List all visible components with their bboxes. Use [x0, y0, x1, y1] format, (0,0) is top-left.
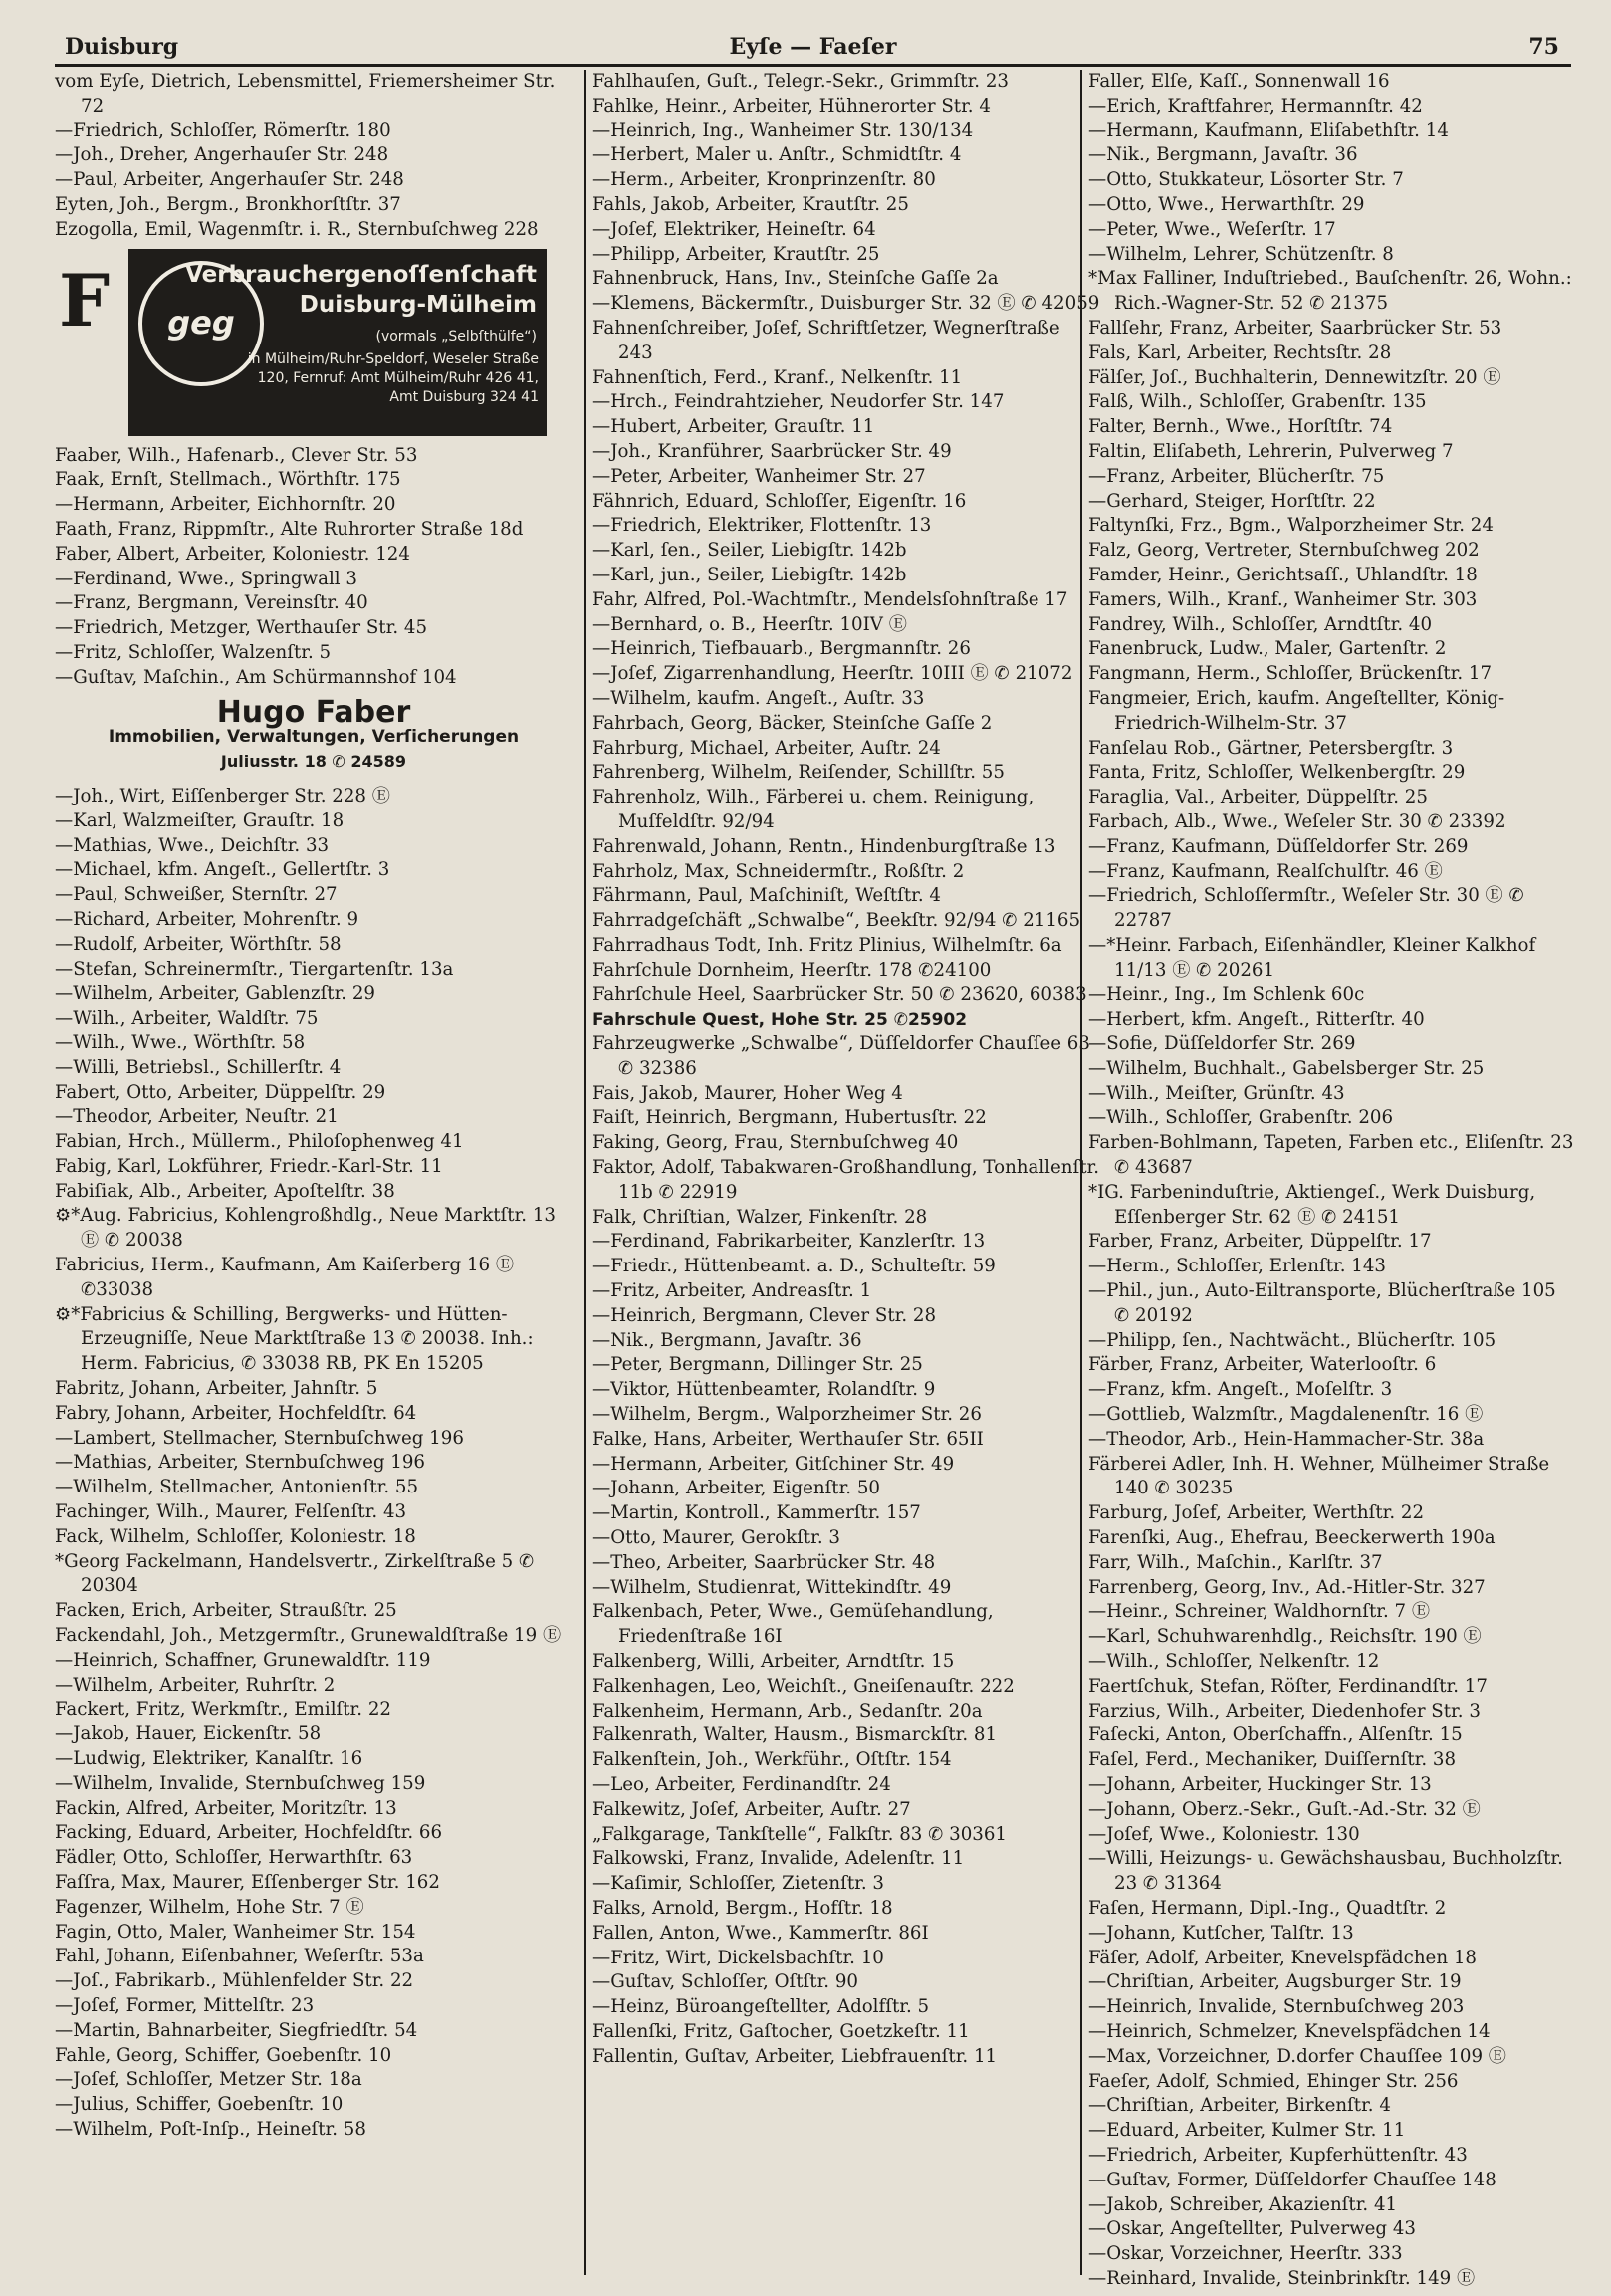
directory-entry: —Chriſtian, Arbeiter, Birkenſtr. 4	[1088, 2095, 1391, 2117]
directory-entry: Fandrey, Wilh., Schloſſer, Arndtſtr. 40	[1088, 613, 1433, 635]
directory-entry: Fanenbruck, Ludw., Maler, Gartenſtr. 2	[1088, 638, 1447, 660]
directory-entry: —Friedrich, Schloſſer, Römerſtr. 180	[55, 119, 391, 141]
directory-entry: —Franz, Kaufmann, Realſchulſtr. 46 Ⓔ	[1088, 860, 1443, 882]
directory-entry: Fahrenberg, Wilhelm, Reiſender, Schillſtr. 55	[592, 762, 1005, 784]
directory-entry: —Joh., Dreher, Angerhauſer Str. 248	[55, 144, 389, 166]
directory-entry: Fahrzeugwerke „Schwalbe“, Düſſeldorfer Chauſſee 63 ✆ 32386	[592, 1033, 1090, 1079]
directory-entry: —Karl, Walzmeiſter, Grauſtr. 18	[55, 809, 345, 831]
directory-entry: —Guſtav, Schloſſer, Oſtſtr. 90	[592, 1971, 858, 1993]
directory-entry: —Friedrich, Elektriker, Flottenſtr. 13	[592, 515, 932, 537]
directory-entry: —Heinrich, Invalide, Sternbuſchweg 203	[1088, 1996, 1465, 2018]
ad-formerly: (vormals „Selbſthülfe“)	[375, 328, 537, 344]
directory-entry: Fallenſki, Fritz, Gaſtocher, Goetzkeſtr. 11	[592, 2020, 970, 2042]
directory-entry: Fahr, Alfred, Pol.-Wachtmſtr., Mendelsſohnſtraße 17	[592, 588, 1068, 610]
directory-entry: Fäſer, Adolf, Arbeiter, Knevelspfädchen 18	[1088, 1947, 1477, 1968]
directory-entry: —Joſef, Wwe., Koloniestr. 130	[1088, 1823, 1360, 1845]
directory-entry: —Fritz, Schloſſer, Walzenſtr. 5	[55, 641, 332, 663]
ad-title: Verbrauchergenoſſenſchaft	[185, 261, 537, 288]
directory-entry: —Richard, Arbeiter, Mohrenſtr. 9	[55, 908, 359, 930]
directory-entry: —Wilh., Arbeiter, Waldſtr. 75	[55, 1008, 319, 1030]
directory-entry: —Heinrich, Schaffner, Grunewaldſtr. 119	[55, 1649, 431, 1671]
directory-entry: —Leo, Arbeiter, Ferdinandſtr. 24	[592, 1773, 891, 1795]
header-city: Duisburg	[65, 34, 179, 60]
directory-entry: Falkewitz, Joſef, Arbeiter, Auſtr. 27	[592, 1798, 911, 1820]
directory-entry: —Karl, ſen., Seiler, Liebigſtr. 142b	[592, 540, 907, 562]
directory-entry: —Hermann, Arbeiter, Eichhornſtr. 20	[55, 494, 396, 516]
directory-entry: —Rudolf, Arbeiter, Wörthſtr. 58	[55, 933, 342, 955]
directory-entry: Falß, Wilh., Schloſſer, Grabenſtr. 135	[1088, 391, 1427, 413]
directory-entry: —Ferdinand, Fabrikarbeiter, Kanzlerſtr. 13	[592, 1231, 986, 1253]
directory-entry: *Max Falliner, Induſtriebed., Bauſchenſtr. 26, Wohn.: Rich.-Wagner-Str. 52 ✆ 21375	[1088, 268, 1572, 315]
column-1-top-entries	[55, 70, 573, 243]
directory-entry: Falkenberg, Willi, Arbeiter, Arndtſtr. 15	[592, 1651, 955, 1672]
directory-entry: —Heinrich, Tiefbauarb., Bergmannſtr. 26	[592, 638, 971, 660]
directory-entry: Farben-Bohlmann, Tapeten, Farben etc., Eliſenſtr. 23 ✆ 43687	[1088, 1132, 1574, 1179]
directory-entry: —Wilhelm, kaufm. Angeſt., Auſtr. 33	[592, 687, 925, 709]
directory-entry: —Karl, jun., Seiler, Liebigſtr. 142b	[592, 564, 907, 585]
directory-entry: Fahrbach, Georg, Bäcker, Steinſche Gaſſe 2	[592, 712, 993, 734]
directory-entry: —Hermann, Arbeiter, Gitſchiner Str. 49	[592, 1453, 955, 1475]
section-letter: F	[59, 257, 111, 343]
directory-entry: —Gottlieb, Walzmſtr., Magdalenenſtr. 16 Ⓔ	[1088, 1404, 1484, 1426]
directory-entry: —Joh., Wirt, Eiſſenberger Str. 228 Ⓔ	[55, 785, 390, 806]
directory-entry: —Erich, Kraftfahrer, Hermannſtr. 42	[1088, 95, 1423, 116]
directory-entry: —Herbert, Maler u. Anſtr., Schmidtſtr. 4	[592, 144, 962, 166]
column-1	[55, 70, 573, 2275]
directory-entry: Fachinger, Wilh., Maurer, Felſenſtr. 43	[55, 1501, 407, 1523]
directory-entry: Farenſki, Aug., Ehefrau, Beeckerwerth 190a	[1088, 1527, 1496, 1549]
directory-entry: —Wilhelm, Poſt-Inſp., Heineſtr. 58	[55, 2118, 366, 2140]
directory-entry: Fangmeier, Erich, kaufm. Angeſtellter, König-Friedrich-Wilhelm-Str. 37	[1088, 687, 1505, 734]
directory-entry: —Joſef, Former, Mittelſtr. 23	[55, 1994, 315, 2016]
directory-entry: Fagin, Otto, Maler, Wanheimer Str. 154	[55, 1921, 416, 1943]
column-2-entries	[592, 70, 1100, 2070]
directory-entry: Faiſt, Heinrich, Bergmann, Hubertusſtr. 22	[592, 1107, 987, 1129]
directory-entry: —Wilhelm, Buchhalt., Gabelsberger Str. 25	[1088, 1057, 1485, 1079]
directory-entry: Farzius, Wilh., Arbeiter, Diedenhofer Str. 3	[1088, 1700, 1481, 1722]
directory-entry: —Friedrich, Schloſſermſtr., Weſeler Str. 30 Ⓔ ✆ 22787	[1088, 885, 1524, 932]
directory-entry: —Theo, Arbeiter, Saarbrücker Str. 48	[592, 1551, 936, 1573]
directory-entry: —Nik., Bergmann, Javaſtr. 36	[592, 1329, 862, 1351]
column-1-mid-entries	[55, 444, 573, 691]
directory-entry: —Heinrich, Ing., Wanheimer Str. 130/134	[592, 119, 974, 141]
directory-entry: Fanſelau Rob., Gärtner, Petersbergſtr. 3	[1088, 737, 1454, 759]
directory-entry: —Heinrich, Bergmann, Clever Str. 28	[592, 1304, 937, 1326]
directory-entry: Fabig, Karl, Lokführer, Friedr.-Karl-Str. 11	[55, 1155, 443, 1177]
directory-entry: —Joſef, Schloſſer, Metzer Str. 18a	[55, 2069, 362, 2091]
faber-ad-services: Immobilien, Verwaltungen, Verſicherungen	[108, 727, 520, 748]
directory-entry: Fahrſchule Heel, Saarbrücker Str. 50 ✆ 23620, 60383	[592, 984, 1087, 1006]
directory-entry: —Peter, Bergmann, Dillinger Str. 25	[592, 1354, 923, 1376]
directory-entry: Fack, Wilhelm, Schloſſer, Koloniestr. 18	[55, 1525, 416, 1547]
directory-entry: —Fritz, Arbeiter, Andreasſtr. 1	[592, 1280, 872, 1302]
directory-entry: Faſel, Ferd., Mechaniker, Duiſſernſtr. 38	[1088, 1749, 1457, 1771]
directory-entry: —Peter, Wwe., Weſerſtr. 17	[1088, 218, 1336, 240]
directory-entry: —Paul, Schweißer, Sternſtr. 27	[55, 884, 338, 906]
directory-entry: —Herbert, kfm. Angeſt., Ritterſtr. 40	[1088, 1009, 1425, 1031]
directory-entry: Fahrradhaus Todt, Inh. Fritz Plinius, Wilhelmſtr. 6a	[592, 934, 1062, 956]
directory-entry: —Peter, Arbeiter, Wanheimer Str. 27	[592, 465, 926, 487]
directory-entry: —Otto, Maurer, Gerokſtr. 3	[592, 1527, 840, 1549]
column-2	[584, 70, 1100, 2275]
directory-entry: —Eduard, Arbeiter, Kulmer Str. 11	[1088, 2120, 1406, 2142]
directory-entry: —Karl, Schuhwarenhdlg., Reichsſtr. 190 Ⓔ	[1088, 1626, 1482, 1648]
column-1-bottom-entries	[55, 785, 573, 2143]
directory-entry: Faaber, Wilh., Hafenarb., Clever Str. 53	[55, 444, 418, 466]
faber-ad-name: Hugo Faber	[216, 694, 411, 730]
directory-entry: —Oskar, Vorzeichner, Heerſtr. 333	[1088, 2243, 1403, 2265]
directory-entry: Fahnenſtich, Ferd., Kranf., Nelkenſtr. 11	[592, 366, 963, 388]
directory-entry: Fackin, Alfred, Arbeiter, Moritzſtr. 13	[55, 1797, 397, 1819]
directory-entry: Fahrholz, Max, Schneidermſtr., Roßſtr. 2	[592, 860, 965, 882]
directory-entry: Fagenzer, Wilhelm, Hohe Str. 7 Ⓔ	[55, 1896, 364, 1918]
directory-entry: Eyten, Joh., Bergm., Bronkhorſtſtr. 37	[55, 193, 401, 215]
directory-entry: Fahrschule Quest, Hohe Str. 25 ✆25902	[592, 1010, 968, 1031]
directory-entry: Fais, Jakob, Maurer, Hoher Weg 4	[592, 1082, 903, 1104]
directory-entry: —Ludwig, Elektriker, Kanalſtr. 16	[55, 1748, 363, 1770]
directory-entry: —Wilhelm, Arbeiter, Ruhrſtr. 2	[55, 1674, 336, 1696]
directory-entry: Faltynſki, Frz., Bgm., Walporzheimer Str. 24	[1088, 515, 1494, 537]
directory-entry: Falz, Georg, Vertreter, Sternbuſchweg 202	[1088, 540, 1480, 562]
directory-entry: vom Eyſe, Dietrich, Lebensmittel, Friemersheimer Str. 72	[55, 71, 556, 116]
directory-entry: —Fritz, Wirt, Dickelsbachſtr. 10	[592, 1947, 884, 1968]
directory-entry: Fälſer, Joſ., Buchhalterin, Dennewitzſtr. 20 Ⓔ	[1088, 366, 1501, 388]
directory-entry: Farber, Franz, Arbeiter, Düppelſtr. 17	[1088, 1231, 1432, 1253]
directory-entry: Fabian, Hrch., Müllerm., Philoſophenweg 41	[55, 1131, 464, 1153]
directory-entry: Fabert, Otto, Arbeiter, Düppelſtr. 29	[55, 1081, 386, 1103]
directory-entry: Facken, Erich, Arbeiter, Straußſtr. 25	[55, 1600, 397, 1622]
directory-entry: Ezogolla, Emil, Wagenmſtr. i. R., Sternbuſchweg 228	[55, 218, 539, 240]
directory-entry: —Jakob, Hauer, Eickenſtr. 58	[55, 1723, 322, 1745]
directory-entry: —Wilhelm, Stellmacher, Antonienſtr. 55	[55, 1477, 419, 1498]
faber-ad	[55, 694, 573, 775]
directory-entry: Fahlhauſen, Guſt., Telegr.-Sekr., Grimmſtr. 23	[592, 71, 1010, 92]
directory-entry: Fackert, Fritz, Werkmſtr., Emilſtr. 22	[55, 1699, 391, 1721]
directory-entry: —Johann, Oberz.-Sekr., Guſt.-Ad.-Str. 32 Ⓔ	[1088, 1798, 1481, 1820]
directory-entry: Falkenſtein, Joh., Werkführ., Oſtſtr. 154	[592, 1749, 952, 1771]
directory-entry: Fabricius, Herm., Kaufmann, Am Kaiſerberg 16 Ⓔ ✆33038	[55, 1255, 515, 1300]
directory-entry: —Otto, Wwe., Herwarthſtr. 29	[1088, 193, 1365, 215]
directory-entry: —Wilhelm, Lehrer, Schützenſtr. 8	[1088, 243, 1394, 265]
directory-entry: —Johann, Arbeiter, Huckinger Str. 13	[1088, 1773, 1432, 1795]
directory-entry: —Otto, Stukkateur, Lösorter Str. 7	[1088, 169, 1404, 191]
directory-entry: —Wilh., Meiſter, Grünſtr. 43	[1088, 1082, 1345, 1104]
directory-entry: —*Heinr. Farbach, Eiſenhändler, Kleiner Kalkhof 11/13 Ⓔ ✆ 20261	[1088, 934, 1536, 981]
directory-entry: —Heinrich, Schmelzer, Knevelspfädchen 14	[1088, 2020, 1491, 2042]
ad-address: in Mülheim/Ruhr-Speldorf, Weseler Straße 120, Fernruf: Amt Mülheim/Ruhr 426 41, Amt Duisburg 324 41	[247, 350, 539, 405]
directory-entry: Fahle, Georg, Schiffer, Goebenſtr. 10	[55, 2044, 392, 2066]
column-3	[1080, 70, 1576, 2289]
directory-entry: —Martin, Bahnarbeiter, Siegfriedſtr. 54	[55, 2019, 418, 2041]
directory-entry: —Bernhard, o. B., Heerſtr. 10IV Ⓔ	[592, 613, 907, 635]
directory-entry: —Mathias, Arbeiter, Sternbuſchweg 196	[55, 1452, 426, 1474]
directory-entry: Fahl, Johann, Eiſenbahner, Weſerſtr. 53a	[55, 1946, 424, 1967]
directory-entry: Faertſchuk, Stefan, Röſter, Ferdinandſtr. 17	[1088, 1675, 1488, 1697]
directory-entry: —Joh., Kranführer, Saarbrücker Str. 49	[592, 440, 952, 462]
directory-entry: Faſſra, Max, Maurer, Eſſenberger Str. 162	[55, 1872, 440, 1893]
directory-entry: —Nik., Bergmann, Javaſtr. 36	[1088, 144, 1358, 166]
directory-entry: Fabritz, Johann, Arbeiter, Jahnſtr. 5	[55, 1378, 378, 1400]
directory-entry: —Jakob, Schreiber, Akazienſtr. 41	[1088, 2193, 1398, 2215]
directory-entry: Falkenbach, Peter, Wwe., Gemüſehandlung, Friedenſtraße 16I	[592, 1601, 994, 1648]
directory-entry: Fahnenſchreiber, Joſef, Schriftſetzer, Wegnerſtraße 243	[592, 317, 1060, 363]
directory-entry: —Martin, Kontroll., Kammerſtr. 157	[592, 1502, 921, 1524]
directory-entry: Farbach, Alb., Wwe., Weſeler Str. 30 ✆ 23392	[1088, 810, 1506, 832]
directory-entry: Famers, Wilh., Kranf., Wanheimer Str. 303	[1088, 588, 1478, 610]
directory-entry: Falke, Hans, Arbeiter, Werthauſer Str. 65II	[592, 1428, 984, 1450]
directory-entry: *IG. Farbeninduſtrie, Aktiengeſ., Werk Duisburg, Eſſenberger Str. 62 Ⓔ ✆ 24151	[1088, 1181, 1536, 1228]
directory-entry: Fangmann, Herm., Schloſſer, Brückenſtr. 17	[1088, 663, 1493, 685]
column-3-entries	[1088, 70, 1576, 2292]
directory-entry: Falks, Arnold, Bergm., Hofſtr. 18	[592, 1897, 893, 1919]
directory-entry: Fähnrich, Eduard, Schloſſer, Eigenſtr. 16	[592, 490, 967, 512]
directory-entry: —Michael, kfm. Angeſt., Gellertſtr. 3	[55, 859, 390, 881]
directory-entry: —Stefan, Schreinermſtr., Tiergartenſtr. 13a	[55, 958, 454, 980]
directory-entry: Faltin, Eliſabeth, Lehrerin, Pulverweg 7	[1088, 440, 1454, 462]
directory-entry: Fahrburg, Michael, Arbeiter, Auſtr. 24	[592, 737, 941, 759]
directory-entry: —Joſef, Elektriker, Heineſtr. 64	[592, 218, 876, 240]
directory-entry: —Willi, Heizungs- u. Gewächshausbau, Buchholzſtr. 23 ✆ 31364	[1088, 1848, 1563, 1895]
directory-entry: —Herm., Schloſſer, Erlenſtr. 143	[1088, 1256, 1386, 1277]
directory-entry: —Joſ., Fabrikarb., Mühlenfelder Str. 22	[55, 1970, 414, 1992]
directory-entry: Faraglia, Val., Arbeiter, Düppelſtr. 25	[1088, 787, 1428, 808]
directory-entry: —Wilhelm, Arbeiter, Gablenzſtr. 29	[55, 983, 376, 1005]
directory-entry: Faller, Elſe, Kaſſ., Sonnenwall 16	[1088, 71, 1390, 92]
directory-entry: —Sofie, Düſſeldorfer Str. 269	[1088, 1033, 1356, 1055]
directory-entry: —Willi, Betriebsl., Schillerſtr. 4	[55, 1056, 342, 1078]
directory-entry: Fahrſchule Dornheim, Heerſtr. 178 ✆24100	[592, 959, 992, 981]
directory-entry: *Georg Fackelmann, Handelsvertr., Zirkelſtraße 5 ✆ 20304	[55, 1550, 535, 1597]
directory-entry: —Guſtav, Former, Düſſeldorfer Chauſſee 148	[1088, 2169, 1496, 2190]
ad-subtitle: Duisburg-Mülheim	[299, 291, 537, 318]
directory-entry: Faſecki, Anton, Oberſchaffn., Alſenſtr. 15	[1088, 1724, 1463, 1746]
directory-entry: —Wilh., Schloſſer, Grabenſtr. 206	[1088, 1107, 1394, 1129]
directory-entry: —Hrch., Feindrahtzieher, Neudorfer Str. 147	[592, 391, 1005, 413]
directory-entry: Farburg, Joſef, Arbeiter, Werthſtr. 22	[1088, 1502, 1425, 1524]
directory-entry: —Herm., Arbeiter, Kronprinzenſtr. 80	[592, 169, 936, 191]
directory-entry: —Philipp, ſen., Nachtwächt., Blücherſtr. 105	[1088, 1329, 1496, 1351]
directory-entry: —Chriſtian, Arbeiter, Augsburger Str. 19	[1088, 1971, 1462, 1993]
directory-entry: —Hermann, Kaufmann, Eliſabethſtr. 14	[1088, 119, 1449, 141]
directory-entry: Faak, Ernſt, Stellmach., Wörthſtr. 175	[55, 469, 401, 491]
directory-entry: Fallen, Anton, Wwe., Kammerſtr. 86I	[592, 1922, 929, 1944]
directory-entry: „Falkgarage, Tankſtelle“, Falkſtr. 83 ✆ 30361	[592, 1823, 1007, 1845]
directory-entry: —Wilhelm, Bergm., Walporzheimer Str. 26	[592, 1404, 982, 1426]
directory-entry: —Friedrich, Metzger, Werthauſer Str. 45	[55, 617, 428, 639]
directory-entry: —Franz, Arbeiter, Blücherſtr. 75	[1088, 465, 1385, 487]
directory-entry: —Reinhard, Invalide, Steinbrinkſtr. 149 Ⓔ	[1088, 2267, 1476, 2289]
directory-entry: Fallentin, Guſtav, Arbeiter, Liebfrauenſtr. 11	[592, 2045, 998, 2067]
directory-entry: Fahlke, Heinr., Arbeiter, Hühnerorter Str. 4	[592, 95, 991, 116]
directory-entry: —Johann, Arbeiter, Eigenſtr. 50	[592, 1478, 881, 1499]
directory-entry: —Wilh., Wwe., Wörthſtr. 58	[55, 1032, 306, 1053]
directory-entry: Fahls, Jakob, Arbeiter, Krautſtr. 25	[592, 193, 909, 215]
page-header	[55, 28, 1571, 67]
directory-entry: Facking, Eduard, Arbeiter, Hochfeldſtr. 66	[55, 1822, 443, 1844]
directory-entry: —Guſtav, Maſchin., Am Schürmannshof 104	[55, 666, 457, 688]
directory-entry: Färber, Franz, Arbeiter, Waterlooſtr. 6	[1088, 1354, 1437, 1376]
directory-entry: Faeſer, Adolf, Schmied, Ehinger Str. 256	[1088, 2070, 1459, 2092]
directory-entry: —Paul, Arbeiter, Angerhauſer Str. 248	[55, 169, 404, 191]
directory-entry: Fahrradgeſchäft „Schwalbe“, Beekſtr. 92/94 ✆ 21165	[592, 910, 1081, 932]
directory-entry: —Philipp, Arbeiter, Krautſtr. 25	[592, 243, 880, 265]
directory-entry: Fals, Karl, Arbeiter, Rechtsſtr. 28	[1088, 342, 1392, 363]
directory-entry: —Heinz, Büroangeſtellter, Adolfſtr. 5	[592, 1996, 930, 2018]
directory-entry: —Wilhelm, Studienrat, Wittekindſtr. 49	[592, 1576, 952, 1598]
directory-entry: Faktor, Adolf, Tabakwaren-Großhandlung, Tonhallenſtr. 11b ✆ 22919	[592, 1157, 1099, 1203]
directory-entry: ⚙*Fabricius & Schilling, Bergwerks- und Hütten-Erzeugniſſe, Neue Marktſtraße 13 ✆ 20038. Inh.: Herm. Fabricius, ✆ 33038 RB, PK En 15205	[55, 1303, 534, 1375]
directory-entry: Faath, Franz, Rippmſtr., Alte Ruhrorter Straße 18d	[55, 518, 524, 540]
directory-entry: Fabry, Johann, Arbeiter, Hochfeldſtr. 64	[55, 1402, 417, 1424]
directory-entry: —Hubert, Arbeiter, Grauſtr. 11	[592, 416, 875, 438]
directory-entry: Falter, Bernh., Wwe., Horſtſtr. 74	[1088, 416, 1393, 438]
directory-entry: ⚙*Aug. Fabricius, Kohlengroßhdlg., Neue Marktſtr. 13 Ⓔ ✆ 20038	[55, 1205, 556, 1252]
directory-entry: Fabiſiak, Alb., Arbeiter, Apoſtelſtr. 38	[55, 1180, 395, 1202]
directory-entry: —Phil., jun., Auto-Eiltransporte, Blücherſtraße 105 ✆ 20192	[1088, 1280, 1556, 1326]
directory-entry: —Joſef, Zigarrenhandlung, Heerſtr. 10III Ⓔ ✆ 21072	[592, 663, 1073, 685]
directory-entry: —Heinr., Schreiner, Waldhornſtr. 7 Ⓔ	[1088, 1601, 1431, 1623]
directory-entry: —Julius, Schiffer, Goebenſtr. 10	[55, 2094, 344, 2116]
directory-entry: —Heinr., Ing., Im Schlenk 60c	[1088, 984, 1365, 1006]
directory-entry: Fahrenholz, Wilh., Färberei u. chem. Reinigung, Muſfeldſtr. 92/94	[592, 787, 1035, 832]
directory-entry: Falkenhagen, Leo, Weichſt., Gneiſenauſtr. 222	[592, 1675, 1015, 1697]
directory-entry: Fallſehr, Franz, Arbeiter, Saarbrücker Str. 53	[1088, 317, 1502, 339]
directory-entry: —Lambert, Stellmacher, Sternbuſchweg 196	[55, 1427, 464, 1449]
directory-entry: Fädler, Otto, Schloſſer, Herwarthſtr. 63	[55, 1847, 413, 1869]
faber-ad-address: Juliusstr. 18 ✆ 24589	[220, 752, 407, 772]
directory-entry: —Klemens, Bäckermſtr., Duisburger Str. 32 Ⓔ ✆ 42059	[592, 293, 1100, 315]
directory-entry: —Viktor, Hüttenbeamter, Rolandſtr. 9	[592, 1379, 936, 1401]
directory-entry: —Kaſimir, Schloſſer, Zietenſtr. 3	[592, 1873, 884, 1895]
directory-entry: —Theodor, Arbeiter, Neuſtr. 21	[55, 1106, 339, 1128]
directory-entry: Fahnenbruck, Hans, Inv., Steinſche Gaſſe 2a	[592, 268, 999, 290]
directory-entry: Färberei Adler, Inh. H. Wehner, Mülheimer Straße 140 ✆ 30235	[1088, 1453, 1550, 1499]
directory-entry: —Johann, Kutſcher, Talſtr. 13	[1088, 1922, 1354, 1944]
directory-entry: Falkenrath, Walter, Hausm., Bismarckſtr. 81	[592, 1724, 998, 1746]
directory-entry: Fackendahl, Joh., Metzgermſtr., Grunewaldſtraße 19 Ⓔ	[55, 1625, 562, 1647]
directory-entry: Falkowski, Franz, Invalide, Adelenſtr. 11	[592, 1848, 965, 1870]
directory-entry: —Wilhelm, Invalide, Sternbuſchweg 159	[55, 1772, 426, 1794]
directory-entry: Farr, Wilh., Maſchin., Karlſtr. 37	[1088, 1551, 1383, 1573]
page-number: 75	[1528, 34, 1559, 60]
verbraucher-ad	[55, 249, 573, 438]
directory-entry: —Franz, kfm. Angeſt., Moſelſtr. 3	[1088, 1379, 1393, 1401]
directory-entry: —Ferdinand, Wwe., Springwall 3	[55, 568, 357, 589]
directory-entry: Falkenheim, Hermann, Arb., Sedanſtr. 20a	[592, 1700, 983, 1722]
directory-entry: —Friedr., Hüttenbeamt. a. D., Schulteſtr. 59	[592, 1256, 996, 1277]
directory-entry: Farrenberg, Georg, Inv., Ad.-Hitler-Str. 327	[1088, 1576, 1486, 1598]
directory-entry: —Franz, Kaufmann, Düſſeldorfer Str. 269	[1088, 835, 1469, 857]
directory-entry: Fahrenwald, Johann, Rentn., Hindenburgſtraße 13	[592, 835, 1056, 857]
directory-entry: Faber, Albert, Arbeiter, Koloniestr. 124	[55, 543, 410, 565]
verbraucher-ad-box	[128, 249, 547, 436]
directory-entry: —Wilh., Schloſſer, Nelkenſtr. 12	[1088, 1651, 1380, 1672]
header-range: Eyſe — Faeſer	[729, 34, 897, 60]
directory-entry: Famder, Heinr., Gerichtsaſſ., Uhlandſtr. 18	[1088, 564, 1478, 585]
directory-entry: Falk, Chriſtian, Walzer, Finkenſtr. 28	[592, 1206, 928, 1228]
geg-logo-text: geg	[167, 304, 235, 343]
directory-entry: —Theodor, Arb., Hein-Hammacher-Str. 38a	[1088, 1428, 1485, 1450]
directory-entry: —Friedrich, Arbeiter, Kupferhüttenſtr. 43	[1088, 2144, 1468, 2166]
directory-entry: —Gerhard, Steiger, Horſtſtr. 22	[1088, 490, 1376, 512]
directory-entry: Fanta, Fritz, Schloſſer, Welkenbergſtr. 29	[1088, 762, 1466, 784]
directory-entry: —Franz, Bergmann, Vereinsſtr. 40	[55, 592, 368, 614]
directory-entry: Fährmann, Paul, Maſchiniſt, Weſtſtr. 4	[592, 885, 941, 907]
directory-entry: —Mathias, Wwe., Deichſtr. 33	[55, 834, 330, 856]
directory-entry: —Max, Vorzeichner, D.dorfer Chauſſee 109 Ⓔ	[1088, 2045, 1506, 2067]
directory-entry: Faſen, Hermann, Dipl.-Ing., Quadtſtr. 2	[1088, 1897, 1447, 1919]
directory-entry: —Oskar, Angeſtellter, Pulverweg 43	[1088, 2218, 1416, 2240]
directory-entry: Faking, Georg, Frau, Sternbuſchweg 40	[592, 1132, 959, 1154]
